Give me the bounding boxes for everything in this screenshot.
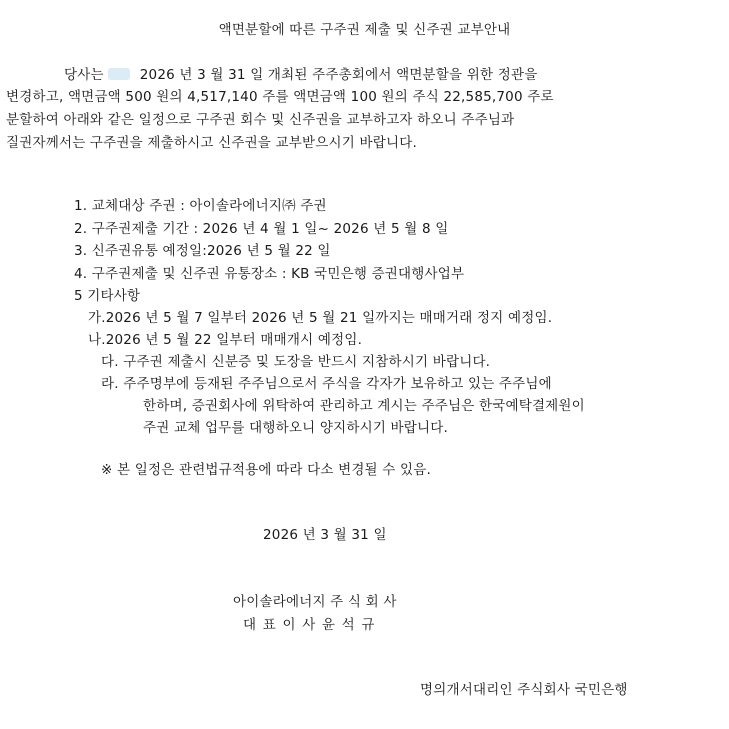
list-item-target-shares: 1. 교체대상 주권 : 아이솔라에너지㈜ 주권 <box>74 198 327 214</box>
sub-item-ra-line-1: 라. 주주명부에 등재된 주주님으로서 주식을 각자가 보유하고 있는 주주님에 <box>101 376 552 392</box>
intro-line-2: 변경하고, 액면금액 500 원의 4,517,140 주를 액면금액 100 원의 주식 22,585,700 주로 <box>6 89 554 105</box>
list-item-location: 4. 구주권제출 및 신주권 유통장소 : KB 국민은행 증권대행사업부 <box>74 266 465 282</box>
intro-line-4: 질권자께서는 구주권을 제출하시고 신주권을 교부받으시기 바랍니다. <box>6 135 417 151</box>
intro-line-1-prefix: 당사는 <box>64 67 104 83</box>
list-item-new-share-date: 3. 신주권유통 예정일:2026 년 5 월 22 일 <box>74 243 331 259</box>
sub-item-ra-line-2: 한하며, 증권회사에 위탁하여 관리하고 계시는 주주님은 한국예탁결제원이 <box>143 398 585 414</box>
intro-line-1-rest: 2026 년 3 월 31 일 개최된 주주총회에서 액면분할을 위한 정관을 <box>139 67 538 83</box>
sub-item-ra-line-3: 주권 교체 업무를 대행하오니 양지하시기 바랍니다. <box>143 420 449 436</box>
intro-line-3: 분할하여 아래와 같은 일정으로 구주권 회수 및 신주권을 교부하고자 하오니 주주님과 <box>6 112 515 128</box>
sub-item-ga: 가.2026 년 5 월 7 일부터 2026 년 5 월 21 일까지는 매매거래 정지 예정임. <box>88 310 553 326</box>
notice-title: 액면분할에 따른 구주권 제출 및 신주권 교부안내 <box>218 22 511 38</box>
schedule-note: ※ 본 일정은 관련법규적용에 따라 다소 변경될 수 있음. <box>101 462 431 478</box>
redacted-mark <box>108 68 130 80</box>
transfer-agent: 명의개서대리인 주식회사 국민은행 <box>420 682 628 698</box>
company-name: 아이솔라에너지 주 식 회 사 <box>233 594 397 610</box>
sub-item-na: 나.2026 년 5 월 22 일부터 매매개시 예정임. <box>88 332 363 348</box>
intro-line-1 <box>64 68 537 83</box>
list-item-submission-period: 2. 구주권제출 기간 : 2026 년 4 월 1 일~ 2026 년 5 월 8 일 <box>74 221 449 237</box>
sub-item-da: 다. 구주권 제출시 신분증 및 도장을 반드시 지참하시기 바랍니다. <box>101 354 491 370</box>
notice-date: 2026 년 3 월 31 일 <box>263 527 387 543</box>
ceo-name: 대 표 이 사 윤 석 규 <box>243 617 375 633</box>
list-item-other: 5 기타사항 <box>74 288 141 304</box>
